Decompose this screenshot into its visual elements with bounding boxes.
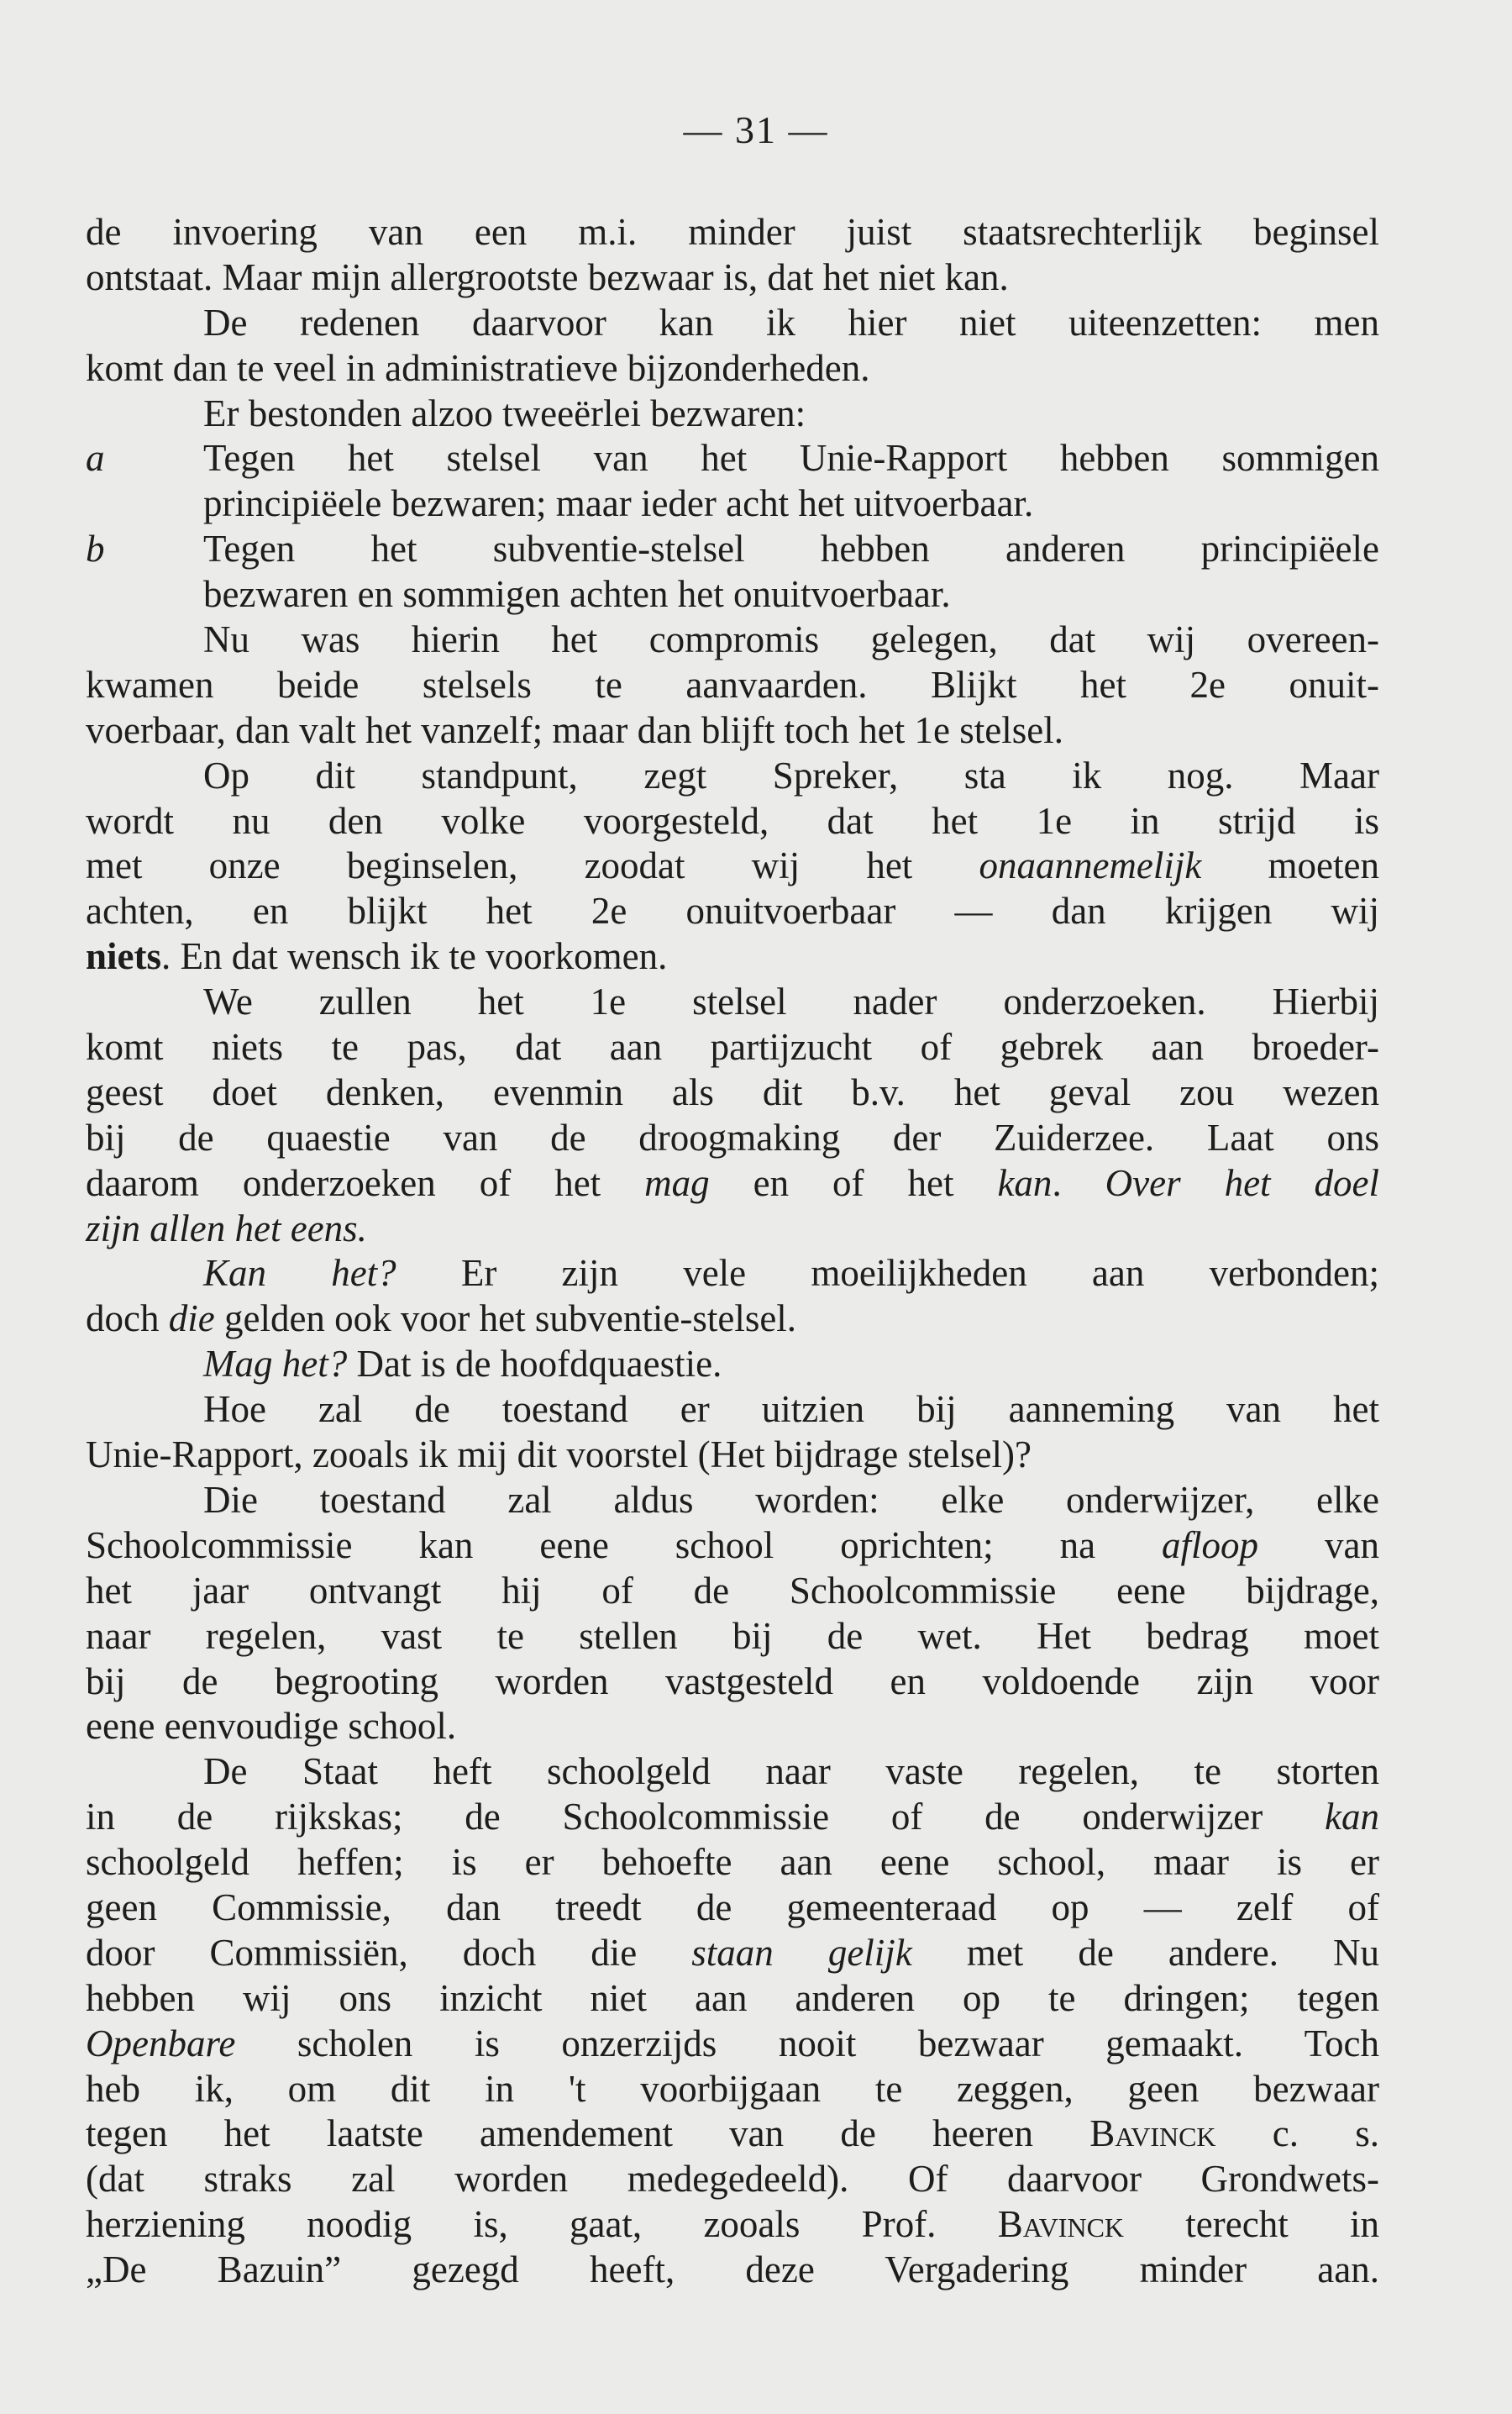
text-line (86, 1885, 1379, 1931)
text-run: c. s. (1215, 2112, 1379, 2155)
text-run: Schoolcommissie kan eene school oprichten; na (86, 1523, 1163, 1566)
text-run: achten, en blijkt het 2e onuitvoerbaar — dan krijgen wij (86, 890, 1379, 933)
text-run: heb ik, om dit in 't voorbijgaan te zeggen, geen bezwaar (86, 2067, 1379, 2110)
text-run: wordt nu den volke voorgesteld, dat het 1e in strijd is (86, 799, 1379, 842)
text-run: bij de begrooting worden vastgesteld en voldoende zijn voor (86, 1659, 1379, 1702)
text-run: (dat straks zal worden medegedeeld). Of daarvoor Grondwets- (86, 2158, 1379, 2201)
text-run: De redenen daarvoor kan ik hier niet uiteenzetten: men (203, 301, 1379, 344)
text-line (86, 1251, 1379, 1296)
text-line (86, 1931, 1379, 1976)
text-line (86, 1207, 1379, 1252)
text-line (86, 1795, 1379, 1840)
text-run: met de andere. Nu (911, 1931, 1379, 1974)
text-run: komt dan te veel in administratieve bijzonderheden. (86, 346, 870, 389)
text-run: We zullen het 1e stelsel nader onderzoeken. Hierbij (203, 981, 1379, 1023)
text-line (86, 2067, 1379, 2112)
text-line (86, 934, 1379, 980)
text-run: Over het doel (1105, 1161, 1379, 1204)
text-run: voerbaar, dan valt het vanzelf; maar dan blijft toch het 1e stelsel. (86, 708, 1063, 751)
text-run: Nu was hierin het compromis gelegen, dat wij overeen- (203, 618, 1379, 661)
text-run: het jaar ontvangt hij of de Schoolcommissie eene bijdrage, (86, 1569, 1379, 1612)
page-number: — 31 — (683, 108, 829, 151)
text-run: staan gelijk (691, 1931, 912, 1974)
text-line (86, 618, 1379, 663)
text-line (86, 1070, 1379, 1116)
text-line (86, 1296, 1379, 1342)
text-line (86, 1614, 1379, 1659)
text-line (86, 1840, 1379, 1885)
text-run: principiëele bezwaren; maar ieder acht het uitvoerbaar. (203, 482, 1034, 525)
text-line (86, 1161, 1379, 1207)
text-line (86, 1116, 1379, 1161)
text-run: door Commissiën, doch die (86, 1931, 692, 1974)
list-marker: a (86, 437, 105, 480)
text-line (86, 1387, 1379, 1433)
text-run: eene eenvoudige school. (86, 1705, 457, 1748)
text-run: in de rijkskas; de Schoolcommissie of de onderwijzer (86, 1796, 1326, 1838)
text-line (86, 392, 1379, 437)
text-line (86, 2248, 1379, 2293)
text-line (86, 1749, 1379, 1795)
text-run: Hoe zal de toestand er uitzien bij aanneming van het (203, 1388, 1379, 1431)
text-run: van (1258, 1523, 1379, 1566)
text-run: kwamen beide stelsels te aanvaarden. Blijkt het 2e onuit- (86, 663, 1379, 706)
text-run: hebben wij ons inzicht niet aan anderen op te dringen; tegen (86, 1976, 1379, 2019)
text-run: Bavinck (997, 2203, 1125, 2246)
text-line (86, 663, 1379, 708)
text-run: zijn allen het eens. (86, 1207, 367, 1249)
text-run: mag (644, 1161, 710, 1204)
text-run: De Staat heft schoolgeld naar vaste regelen, te storten (203, 1750, 1379, 1793)
text-run: Er zijn vele moeilijkheden aan verbonden; (396, 1252, 1379, 1295)
list-marker: b (86, 528, 105, 571)
text-line (86, 2022, 1379, 2067)
text-run: daarom onderzoeken of het (86, 1161, 645, 1204)
text-line (86, 2112, 1379, 2157)
text-run: bij de quaestie van de droogmaking der Zuiderzee. Laat ons (86, 1116, 1379, 1159)
text-line (86, 301, 1379, 346)
text-line (86, 1704, 1379, 1749)
text-run: en of het (709, 1161, 998, 1204)
text-line (86, 708, 1379, 754)
text-run: moeten (1201, 844, 1379, 887)
text-run: schoolgeld heffen; is er behoefte aan eene school, maar is er (86, 1841, 1379, 1884)
text-line (86, 754, 1379, 799)
text-line (86, 436, 1379, 481)
text-run: Die toestand zal aldus worden: elke onderwijzer, elke (203, 1478, 1379, 1521)
text-run: komt niets te pas, dat aan partijzucht of gebrek aan broeder- (86, 1026, 1379, 1069)
text-run: ontstaat. Maar mijn allergrootste bezwaar is, dat het niet kan. (86, 255, 1009, 298)
text-run: „De Bazuin” gezegd heeft, deze Vergadering minder aan. (86, 2248, 1379, 2291)
text-run: geen Commissie, dan treedt de gemeenteraad op — zelf of (86, 1885, 1379, 1928)
text-run: terecht in (1124, 2203, 1379, 2246)
text-run: Tegen het stelsel van het Unie-Rapport hebben sommigen (203, 437, 1379, 480)
text-line (86, 980, 1379, 1025)
text-run: geest doet denken, evenmin als dit b.v. het geval zou wezen (86, 1070, 1379, 1113)
text-run: Mag het? (203, 1343, 348, 1386)
text-run: scholen is onzerzijds nooit bezwaar gemaakt. Toch (235, 2022, 1379, 2064)
text-run: kan (1325, 1796, 1379, 1838)
text-run: Op dit standpunt, zegt Spreker, sta ik nog. Maar (203, 754, 1379, 797)
text-run: niets (86, 935, 161, 978)
text-run: herziening noodig is, gaat, zooals Prof. (86, 2203, 998, 2246)
text-run: kan (997, 1161, 1053, 1204)
text-run: . (1052, 1161, 1105, 1204)
text-line (86, 1478, 1379, 1523)
text-line (86, 2202, 1379, 2248)
text-line (86, 1659, 1379, 1705)
text-line (86, 2157, 1379, 2202)
text-run: de invoering van een m.i. minder juist staatsrechterlijk beginsel (86, 211, 1379, 253)
text-line (86, 346, 1379, 392)
text-run: gelden ook voor het subventie-stelsel. (214, 1297, 797, 1340)
text-run: onaannemelijk (979, 844, 1202, 887)
text-run: afloop (1162, 1523, 1259, 1566)
text-line (86, 527, 1379, 572)
text-run: Unie-Rapport, zooals ik mij dit voorstel (Het bijdrage stelsel)? (86, 1433, 1032, 1476)
text-line (86, 572, 1379, 618)
text-line (86, 1433, 1379, 1478)
text-line (86, 1976, 1379, 2022)
text-line (86, 1025, 1379, 1070)
text-run: Er bestonden alzoo tweeërlei bezwaren: (203, 392, 806, 434)
text-run: tegen het laatste amendement van de heeren (86, 2112, 1090, 2155)
text-line (86, 210, 1379, 255)
text-line (86, 799, 1379, 844)
text-run: die (168, 1297, 215, 1340)
text-run: Openbare (86, 2022, 236, 2064)
text-run: . En dat wensch ik te voorkomen. (161, 935, 668, 978)
text-run: doch (86, 1297, 169, 1340)
text-line (86, 1569, 1379, 1614)
body-text (86, 210, 1379, 2293)
text-line (86, 255, 1379, 301)
text-run: Dat is de hoofdquaestie. (347, 1343, 722, 1386)
text-run: met onze beginselen, zoodat wij het (86, 844, 979, 887)
text-run: Kan het? (203, 1252, 396, 1295)
text-line (86, 889, 1379, 934)
text-line (86, 481, 1379, 527)
text-run: Bavinck (1089, 2112, 1216, 2155)
text-run: naar regelen, vast te stellen bij de wet. Het bedrag moet (86, 1614, 1379, 1657)
text-run: bezwaren en sommigen achten het onuitvoerbaar. (203, 573, 951, 616)
text-run: Tegen het subventie-stelsel hebben anderen principiëele (203, 528, 1379, 571)
text-line (86, 1342, 1379, 1387)
text-line (86, 1523, 1379, 1569)
text-line (86, 844, 1379, 889)
